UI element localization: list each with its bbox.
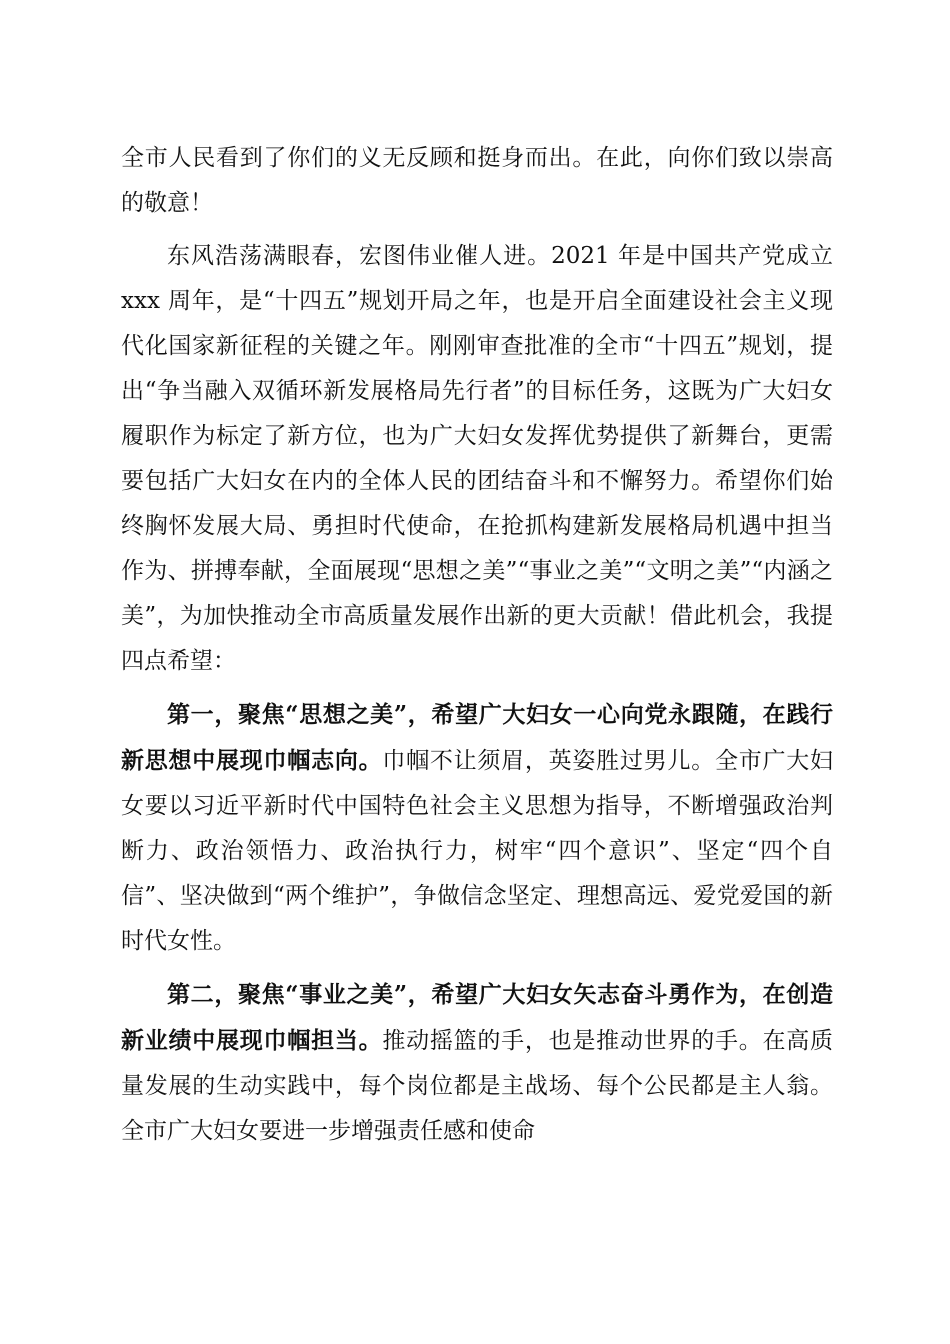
paragraph-text: 东风浩荡满眼春，宏图伟业催人进。2021 年是中国共产党成立 xxx 周年，是“十四五”规划开局之年，也是开启全面建设社会主义现代化国家新征程的关键之年。刚刚审查批准的全市“十四五”规划，提出“争当融入双循环新发展格局先行者”的目标任务，这既为广大妇女履职作为标定了新方位，也为广大妇女发挥优势提供了新舞台，更需要包括广大妇女在内的全体人民的团结奋斗和不懈努力。希望你们始终胸怀发展大局、勇担时代使命，在抢抓构建新发展格局机遇中担当作为、拼搏奉献，全面展现“思想之美”“事业之美”“文明之美”“内涵之美”，为加快推动全市高质量发展作出新的更大贡献！借此机会，我提四点希望： <box>121 243 833 674</box>
paragraph-text: 全市人民看到了你们的义无反顾和挺身而出。在此，向你们致以崇高的敬意！ <box>121 145 833 216</box>
paragraph-point-one <box>121 692 833 964</box>
paragraph-text: 推动摇篮的手，也是推动世界的手。在高质量发展的生动实践中，每个岗位都是主战场、每个公民都是主人翁。全市广大妇女要进一步增强责任感和使命 <box>121 1028 834 1144</box>
point-heading: 第一，聚焦“思想之美”，希望广大妇女一心向党永跟随，在践行新思想中展现巾帼志向。 <box>121 701 833 774</box>
paragraph-intro <box>121 234 833 684</box>
document-page <box>121 136 833 1154</box>
point-heading: 第二，聚焦“事业之美”，希望广大妇女矢志奋斗勇作为，在创造新业绩中展现巾帼担当。 <box>121 981 833 1054</box>
paragraph-text: 巾帼不让须眉，英姿胜过男儿。全市广大妇女要以习近平新时代中国特色社会主义思想为指导，不断增强政治判断力、政治领悟力、政治执行力，树牢“四个意识”、坚定“四个自信”、坚决做到“两个维护”，争做信念坚定、理想高远、爱党爱国的新时代女性。 <box>121 748 834 954</box>
paragraph-point-two <box>121 972 833 1154</box>
paragraph-continuation <box>121 136 833 226</box>
